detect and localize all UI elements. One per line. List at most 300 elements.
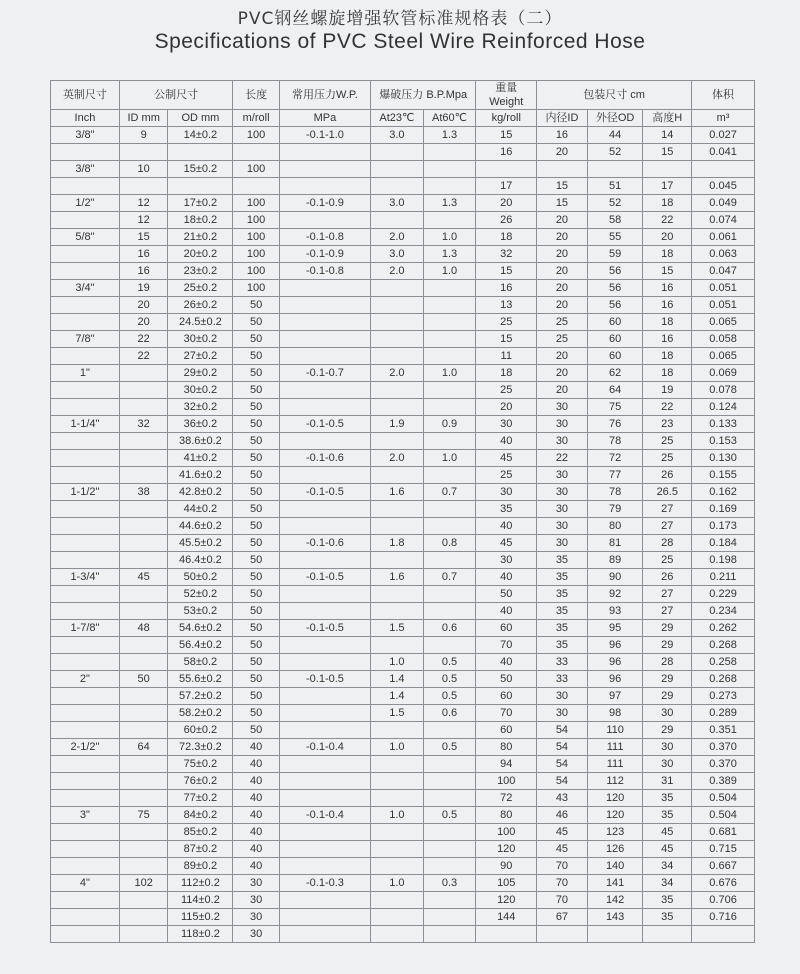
- cell-len: 100: [233, 263, 280, 280]
- cell-vol: 0.169: [692, 501, 755, 518]
- cell-at60: 0.9: [423, 416, 476, 433]
- cell-inch: [51, 892, 120, 909]
- cell-pod: 56: [587, 297, 643, 314]
- cell-ph: 29: [643, 671, 692, 688]
- cell-pod: 98: [587, 705, 643, 722]
- cell-at23: [371, 518, 424, 535]
- cell-pod: 76: [587, 416, 643, 433]
- cell-len: 50: [233, 586, 280, 603]
- spec-table: [50, 80, 755, 943]
- cell-wp: -0.1-0.4: [279, 807, 370, 824]
- cell-id: 22: [119, 331, 168, 348]
- cell-vol: [692, 926, 755, 943]
- cell-od: 27±0.2: [168, 348, 233, 365]
- cell-pod: 112: [587, 773, 643, 790]
- cell-pid: 70: [537, 892, 588, 909]
- cell-od: 21±0.2: [168, 229, 233, 246]
- cell-wt: 18: [476, 365, 537, 382]
- cell-wp: [279, 909, 370, 926]
- cell-inch: [51, 824, 120, 841]
- cell-at23: [371, 552, 424, 569]
- cell-pod: [587, 926, 643, 943]
- cell-vol: 0.130: [692, 450, 755, 467]
- cell-len: 50: [233, 450, 280, 467]
- cell-wt: 40: [476, 654, 537, 671]
- cell-vol: 0.153: [692, 433, 755, 450]
- cell-at60: [423, 909, 476, 926]
- cell-pod: 80: [587, 518, 643, 535]
- cell-ph: 45: [643, 841, 692, 858]
- cell-at23: [371, 926, 424, 943]
- cell-at23: 1.8: [371, 535, 424, 552]
- cell-od: 41.6±0.2: [168, 467, 233, 484]
- cell-inch: [51, 773, 120, 790]
- cell-vol: 0.234: [692, 603, 755, 620]
- cell-at60: 1.0: [423, 263, 476, 280]
- cell-vol: 0.065: [692, 314, 755, 331]
- cell-id: [119, 756, 168, 773]
- cell-id: [119, 909, 168, 926]
- cell-pod: 123: [587, 824, 643, 841]
- cell-wp: [279, 603, 370, 620]
- cell-od: 46.4±0.2: [168, 552, 233, 569]
- cell-at23: 1.4: [371, 671, 424, 688]
- cell-wt: 16: [476, 280, 537, 297]
- cell-ph: 16: [643, 280, 692, 297]
- header-bp: 爆破压力 B.P.Mpa: [371, 81, 476, 110]
- cell-at23: 1.5: [371, 705, 424, 722]
- header-metric-size: 公制尺寸: [119, 81, 232, 110]
- cell-inch: [51, 501, 120, 518]
- table-row: [51, 773, 755, 790]
- cell-inch: 3/4": [51, 280, 120, 297]
- cell-pid: 30: [537, 416, 588, 433]
- cell-at60: 1.3: [423, 127, 476, 144]
- cell-len: 50: [233, 365, 280, 382]
- cell-at23: [371, 773, 424, 790]
- cell-len: [233, 178, 280, 195]
- cell-id: [119, 178, 168, 195]
- table-row: [51, 195, 755, 212]
- cell-ph: 15: [643, 144, 692, 161]
- cell-wt: 30: [476, 552, 537, 569]
- cell-pid: 20: [537, 382, 588, 399]
- cell-ph: 18: [643, 195, 692, 212]
- cell-pid: 46: [537, 807, 588, 824]
- cell-vol: 0.258: [692, 654, 755, 671]
- cell-at60: 0.5: [423, 671, 476, 688]
- cell-wt: 72: [476, 790, 537, 807]
- header-wp: 常用压力W.P.: [279, 81, 370, 110]
- cell-pod: 56: [587, 263, 643, 280]
- cell-at23: [371, 399, 424, 416]
- cell-at60: [423, 348, 476, 365]
- table-row: [51, 909, 755, 926]
- cell-inch: 5/8": [51, 229, 120, 246]
- table-row: [51, 331, 755, 348]
- cell-vol: 0.370: [692, 739, 755, 756]
- cell-ph: 16: [643, 297, 692, 314]
- cell-inch: 1": [51, 365, 120, 382]
- cell-at23: [371, 586, 424, 603]
- cell-pid: 43: [537, 790, 588, 807]
- cell-wt: 25: [476, 467, 537, 484]
- cell-wt: 30: [476, 484, 537, 501]
- cell-id: [119, 365, 168, 382]
- table-row: [51, 603, 755, 620]
- cell-inch: 3": [51, 807, 120, 824]
- cell-len: 100: [233, 161, 280, 178]
- cell-od: 114±0.2: [168, 892, 233, 909]
- cell-at60: [423, 892, 476, 909]
- cell-ph: 35: [643, 807, 692, 824]
- cell-wp: [279, 824, 370, 841]
- cell-od: 85±0.2: [168, 824, 233, 841]
- table-row: [51, 467, 755, 484]
- cell-wt: [476, 161, 537, 178]
- cell-vol: 0.198: [692, 552, 755, 569]
- cell-at23: [371, 178, 424, 195]
- cell-pod: 90: [587, 569, 643, 586]
- cell-at60: [423, 501, 476, 518]
- cell-wp: -0.1-0.8: [279, 229, 370, 246]
- cell-wt: 105: [476, 875, 537, 892]
- cell-pod: 96: [587, 654, 643, 671]
- cell-at60: [423, 399, 476, 416]
- cell-at60: [423, 212, 476, 229]
- cell-vol: 0.273: [692, 688, 755, 705]
- cell-pod: 72: [587, 450, 643, 467]
- cell-od: [168, 178, 233, 195]
- cell-id: 12: [119, 212, 168, 229]
- cell-at60: [423, 722, 476, 739]
- header-volume: 体积: [692, 81, 755, 110]
- cell-inch: [51, 654, 120, 671]
- cell-ph: 30: [643, 739, 692, 756]
- cell-len: 40: [233, 858, 280, 875]
- cell-at60: [423, 382, 476, 399]
- cell-ph: 18: [643, 365, 692, 382]
- cell-od: 30±0.2: [168, 382, 233, 399]
- cell-at23: [371, 892, 424, 909]
- cell-vol: 0.027: [692, 127, 755, 144]
- cell-pid: 33: [537, 654, 588, 671]
- cell-pid: 20: [537, 297, 588, 314]
- header-outer-od: 外径OD: [587, 110, 643, 127]
- cell-vol: 0.211: [692, 569, 755, 586]
- cell-at23: [371, 314, 424, 331]
- cell-pod: 97: [587, 688, 643, 705]
- cell-at23: [371, 161, 424, 178]
- cell-ph: 18: [643, 314, 692, 331]
- cell-id: 9: [119, 127, 168, 144]
- cell-pod: 60: [587, 314, 643, 331]
- cell-wp: [279, 926, 370, 943]
- cell-at23: 1.0: [371, 875, 424, 892]
- cell-inch: [51, 858, 120, 875]
- title-english: Specifications of PVC Steel Wire Reinforced Hose: [154, 30, 646, 53]
- table-row: [51, 875, 755, 892]
- cell-od: 23±0.2: [168, 263, 233, 280]
- cell-id: 20: [119, 297, 168, 314]
- cell-at60: 0.6: [423, 705, 476, 722]
- cell-inch: [51, 722, 120, 739]
- cell-wp: [279, 518, 370, 535]
- table-row: [51, 654, 755, 671]
- cell-wp: -0.1-0.5: [279, 671, 370, 688]
- cell-wp: [279, 467, 370, 484]
- table-row: [51, 246, 755, 263]
- cell-id: [119, 688, 168, 705]
- cell-at23: [371, 501, 424, 518]
- cell-ph: 22: [643, 212, 692, 229]
- table-row: [51, 586, 755, 603]
- cell-vol: 0.229: [692, 586, 755, 603]
- cell-wp: -0.1-0.5: [279, 484, 370, 501]
- cell-wt: 144: [476, 909, 537, 926]
- table-row: [51, 263, 755, 280]
- cell-at23: [371, 348, 424, 365]
- cell-at23: [371, 382, 424, 399]
- cell-vol: 0.504: [692, 807, 755, 824]
- header-package: 包装尺寸 cm: [537, 81, 692, 110]
- cell-id: [119, 450, 168, 467]
- cell-id: [119, 722, 168, 739]
- cell-vol: 0.061: [692, 229, 755, 246]
- cell-id: 16: [119, 246, 168, 263]
- cell-len: 50: [233, 467, 280, 484]
- cell-id: [119, 433, 168, 450]
- cell-od: 32±0.2: [168, 399, 233, 416]
- header-at60: At60℃: [423, 110, 476, 127]
- cell-wp: -0.1-0.5: [279, 416, 370, 433]
- cell-id: 75: [119, 807, 168, 824]
- cell-inch: [51, 552, 120, 569]
- cell-at23: 3.0: [371, 195, 424, 212]
- cell-pod: 111: [587, 739, 643, 756]
- cell-pod: 111: [587, 756, 643, 773]
- cell-od: 45.5±0.2: [168, 535, 233, 552]
- cell-od: 25±0.2: [168, 280, 233, 297]
- cell-pod: 58: [587, 212, 643, 229]
- cell-ph: 27: [643, 603, 692, 620]
- cell-len: 50: [233, 348, 280, 365]
- cell-len: 30: [233, 875, 280, 892]
- cell-vol: 0.133: [692, 416, 755, 433]
- cell-od: 75±0.2: [168, 756, 233, 773]
- cell-at60: [423, 161, 476, 178]
- cell-inch: 2": [51, 671, 120, 688]
- cell-od: 118±0.2: [168, 926, 233, 943]
- cell-pid: 22: [537, 450, 588, 467]
- cell-vol: 0.047: [692, 263, 755, 280]
- cell-wt: 70: [476, 637, 537, 654]
- cell-vol: [692, 161, 755, 178]
- cell-wp: [279, 892, 370, 909]
- cell-wt: 50: [476, 586, 537, 603]
- cell-pid: 20: [537, 246, 588, 263]
- cell-inch: [51, 263, 120, 280]
- table-row: [51, 399, 755, 416]
- cell-ph: 25: [643, 450, 692, 467]
- cell-pid: 35: [537, 552, 588, 569]
- table-row: [51, 552, 755, 569]
- cell-pid: 15: [537, 178, 588, 195]
- cell-ph: 29: [643, 722, 692, 739]
- cell-at23: 2.0: [371, 450, 424, 467]
- cell-pid: 33: [537, 671, 588, 688]
- cell-id: 48: [119, 620, 168, 637]
- cell-inch: [51, 144, 120, 161]
- table-row: [51, 722, 755, 739]
- cell-pid: 67: [537, 909, 588, 926]
- cell-ph: 17: [643, 178, 692, 195]
- cell-id: [119, 603, 168, 620]
- cell-wp: [279, 348, 370, 365]
- cell-wt: 120: [476, 841, 537, 858]
- cell-wt: 70: [476, 705, 537, 722]
- cell-vol: 0.162: [692, 484, 755, 501]
- table-row: [51, 348, 755, 365]
- cell-od: 55.6±0.2: [168, 671, 233, 688]
- cell-ph: 35: [643, 892, 692, 909]
- cell-od: 54.6±0.2: [168, 620, 233, 637]
- cell-wt: 45: [476, 450, 537, 467]
- cell-pid: 20: [537, 144, 588, 161]
- cell-at23: 1.6: [371, 569, 424, 586]
- cell-at23: [371, 858, 424, 875]
- cell-at23: [371, 637, 424, 654]
- cell-wt: 15: [476, 331, 537, 348]
- cell-wt: 15: [476, 263, 537, 280]
- cell-wt: [476, 926, 537, 943]
- cell-at60: 0.5: [423, 739, 476, 756]
- cell-pid: 54: [537, 756, 588, 773]
- cell-wp: -0.1-0.5: [279, 569, 370, 586]
- cell-wp: -0.1-1.0: [279, 127, 370, 144]
- cell-at23: [371, 790, 424, 807]
- cell-inch: [51, 926, 120, 943]
- header-size-inch: 英制尺寸: [51, 81, 120, 110]
- cell-at23: 1.6: [371, 484, 424, 501]
- cell-pid: 30: [537, 399, 588, 416]
- cell-ph: [643, 161, 692, 178]
- cell-inch: 3/8": [51, 127, 120, 144]
- header-id-mm: ID mm: [119, 110, 168, 127]
- cell-wp: [279, 705, 370, 722]
- cell-pid: 15: [537, 195, 588, 212]
- cell-at23: [371, 144, 424, 161]
- cell-id: 50: [119, 671, 168, 688]
- cell-id: [119, 501, 168, 518]
- cell-wp: -0.1-0.6: [279, 535, 370, 552]
- cell-inch: [51, 212, 120, 229]
- cell-at60: 0.8: [423, 535, 476, 552]
- cell-at60: [423, 824, 476, 841]
- cell-pid: 54: [537, 739, 588, 756]
- table-row: [51, 756, 755, 773]
- cell-pid: [537, 926, 588, 943]
- cell-wp: [279, 433, 370, 450]
- cell-od: 57.2±0.2: [168, 688, 233, 705]
- cell-at23: 2.0: [371, 365, 424, 382]
- cell-id: 16: [119, 263, 168, 280]
- cell-at23: 3.0: [371, 127, 424, 144]
- cell-ph: 22: [643, 399, 692, 416]
- cell-at23: [371, 841, 424, 858]
- cell-at60: [423, 858, 476, 875]
- cell-id: [119, 654, 168, 671]
- cell-at23: 1.4: [371, 688, 424, 705]
- cell-inch: 1-1/4": [51, 416, 120, 433]
- cell-id: [119, 144, 168, 161]
- cell-pid: 70: [537, 875, 588, 892]
- cell-pod: 44: [587, 127, 643, 144]
- header-length: 长度: [233, 81, 280, 110]
- cell-vol: 0.389: [692, 773, 755, 790]
- cell-wp: -0.1-0.5: [279, 620, 370, 637]
- table-row: [51, 535, 755, 552]
- cell-vol: 0.051: [692, 280, 755, 297]
- cell-pod: 120: [587, 790, 643, 807]
- cell-at60: [423, 841, 476, 858]
- cell-id: [119, 892, 168, 909]
- cell-inch: [51, 535, 120, 552]
- cell-id: [119, 790, 168, 807]
- cell-inch: [51, 450, 120, 467]
- cell-wp: [279, 688, 370, 705]
- cell-at23: [371, 909, 424, 926]
- cell-len: 50: [233, 399, 280, 416]
- cell-wt: 30: [476, 416, 537, 433]
- cell-pod: 140: [587, 858, 643, 875]
- table-row: [51, 739, 755, 756]
- cell-len: 40: [233, 773, 280, 790]
- cell-inch: 4": [51, 875, 120, 892]
- cell-wt: 26: [476, 212, 537, 229]
- cell-ph: 34: [643, 875, 692, 892]
- cell-vol: 0.155: [692, 467, 755, 484]
- cell-pod: 77: [587, 467, 643, 484]
- cell-wp: [279, 773, 370, 790]
- cell-wt: 60: [476, 620, 537, 637]
- cell-len: 30: [233, 892, 280, 909]
- cell-vol: 0.268: [692, 671, 755, 688]
- cell-ph: 29: [643, 688, 692, 705]
- cell-pod: 55: [587, 229, 643, 246]
- cell-od: 44±0.2: [168, 501, 233, 518]
- cell-inch: [51, 297, 120, 314]
- cell-pod: 56: [587, 280, 643, 297]
- cell-wt: 13: [476, 297, 537, 314]
- cell-inch: [51, 518, 120, 535]
- cell-pid: 25: [537, 331, 588, 348]
- cell-vol: 0.716: [692, 909, 755, 926]
- cell-id: [119, 467, 168, 484]
- cell-wp: [279, 841, 370, 858]
- cell-len: 50: [233, 297, 280, 314]
- cell-wp: [279, 654, 370, 671]
- cell-len: 30: [233, 926, 280, 943]
- cell-pid: 30: [537, 484, 588, 501]
- cell-at60: 0.6: [423, 620, 476, 637]
- cell-vol: 0.078: [692, 382, 755, 399]
- cell-at23: 1.5: [371, 620, 424, 637]
- cell-len: [233, 144, 280, 161]
- cell-ph: 27: [643, 518, 692, 535]
- cell-wt: 40: [476, 433, 537, 450]
- cell-pid: 35: [537, 569, 588, 586]
